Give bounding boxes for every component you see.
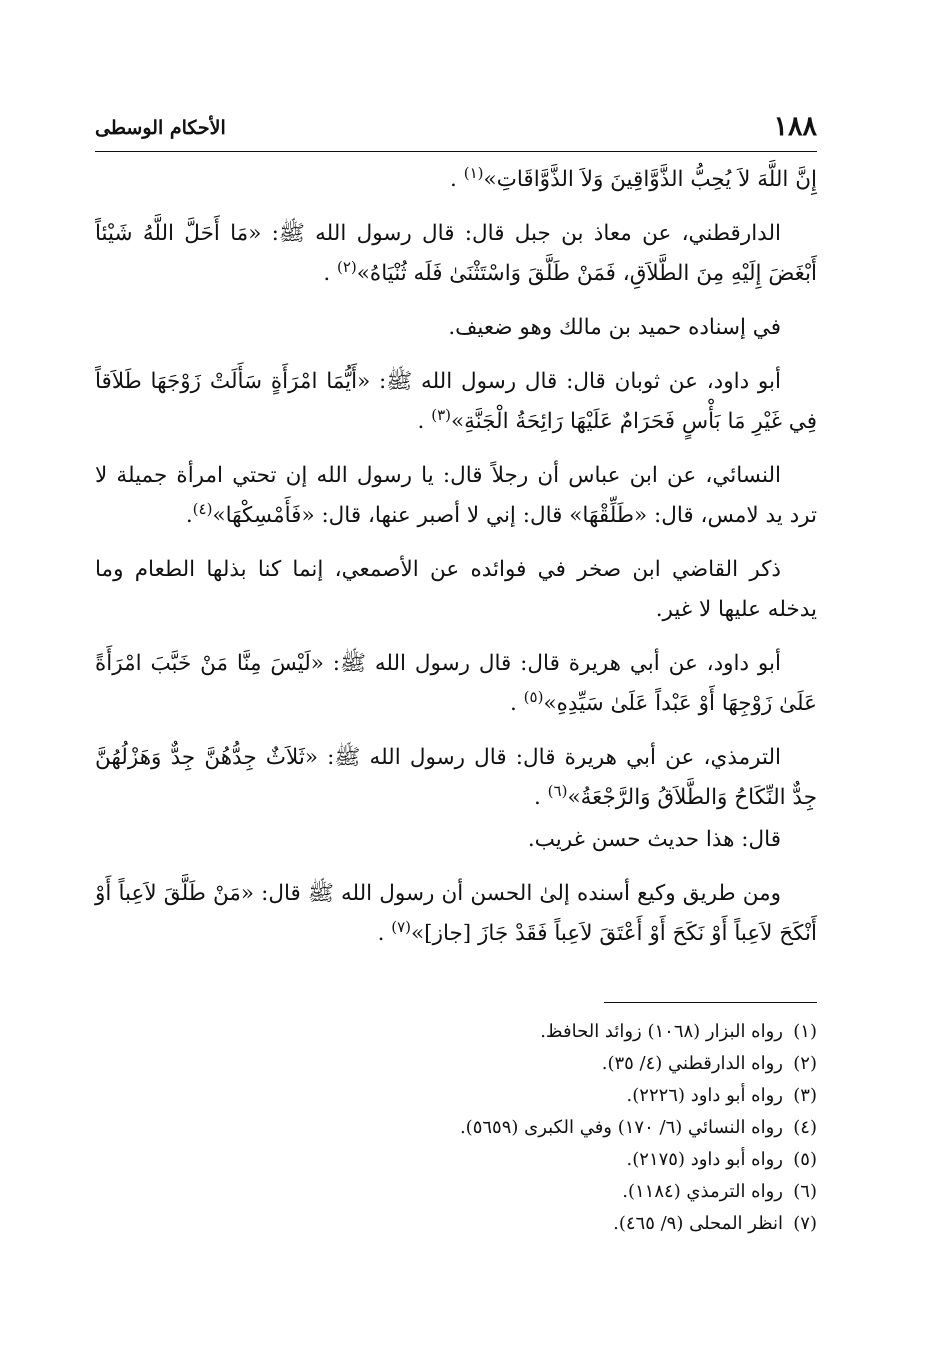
paragraph-text: الترمذي، عن أبي هريرة قال: قال رسول الله ﷺ: «ثَلاَثٌ جِدُّهُنَّ جِدٌّ وَهَزْلُهُنَّ جِدٌّ النِّكَاحُ وَالطَّلاَقُ وَالرَّجْعَةُ» [95,745,817,810]
footnote-text: رواه البزار (١٠٦٨) زوائد الحافظ. [540,1021,783,1042]
footnote-number: (٧) [793,1213,817,1234]
footnote-7 [95,1208,817,1240]
footnote-ref-2[interactable]: (٢) [337,257,357,276]
footnote-ref-1[interactable]: (١) [463,163,484,182]
footnote-number: (١) [793,1021,817,1042]
paragraph-end: . [533,785,548,810]
paragraph-1 [95,160,817,200]
paragraph-5 [95,456,817,536]
footnote-text: رواه النسائي (٦/ ١٧٠) وفي الكبرى (٥٦٥٩). [459,1117,783,1138]
footnote-number: (٣) [793,1085,817,1106]
footnote-ref-4[interactable]: (٤) [192,499,213,518]
footnote-text: رواه الدارقطني (٤/ ٣٥). [601,1053,783,1074]
footnote-5 [95,1144,817,1176]
paragraph-end: . [509,691,524,716]
footnote-rule [604,1002,817,1003]
paragraph-end: . [450,167,464,192]
main-text [95,160,817,968]
footnote-ref-7[interactable]: (٧) [391,917,412,936]
running-title: الأحكام الوسطى [95,117,226,139]
paragraph-2 [95,214,817,294]
paragraph-9 [95,820,817,860]
footnote-ref-6[interactable]: (٦) [547,781,568,800]
paragraph-text: أبو داود، عن ثوبان قال: قال رسول الله ﷺ: «أَيُّمَا امْرَأَةٍ سَأَلَتْ زَوْجَهَا طَلاَقاً فِي غَيْرِ مَا بَأْسٍ فَحَرَامٌ عَلَيْهَا رَائِحَةُ الْجَنَّةِ» [95,369,817,434]
paragraph-6 [95,550,817,630]
footnote-number: (٦) [793,1181,817,1202]
paragraph-end: . [417,409,432,434]
paragraph-8 [95,738,817,818]
paragraph-4 [95,362,817,442]
paragraph-7 [95,644,817,724]
footnote-number: (٤) [793,1117,817,1138]
page-number: ١٨٨ [773,111,817,142]
paragraph-3 [95,308,817,348]
footnote-6 [95,1176,817,1208]
footnote-4 [95,1112,817,1144]
paragraph-end: . [185,503,193,528]
footnote-number: (٢) [793,1053,817,1074]
paragraph-10 [95,874,817,954]
footnote-3 [95,1080,817,1112]
paragraph-text: النسائي، عن ابن عباس أن رجلاً قال: يا رسول الله إن تحتي امرأة جميلة لا ترد يد لامس، قال: «طَلِّقْهَا» قال: إني لا أصبر عنها، قال: «فَأَمْسِكْهَا» [95,463,817,528]
footnotes [95,1016,817,1240]
footnote-ref-5[interactable]: (٥) [523,687,544,706]
paragraph-end: . [377,921,392,946]
footnote-text: رواه الترمذي (١١٨٤). [622,1181,783,1202]
paragraph-text: ذكر القاضي ابن صخر في فوائده عن الأصمعي، إنما كنا بذلها الطعام وما يدخله عليها لا غير. [95,557,817,622]
paragraph-text: في إسناده حميد بن مالك وهو ضعيف. [448,315,781,340]
footnote-text: رواه أبو داود (٢١٧٥). [626,1149,783,1170]
footnote-ref-3[interactable]: (٣) [431,405,451,424]
paragraph-text: الدارقطني، عن معاذ بن جبل قال: قال رسول الله ﷺ: «مَا أَحَلَّ اللَّهُ شَيْئاً أَبْغَضَ إِلَيْهِ مِنَ الطَّلاَقِ، فَمَنْ طَلَّقَ وَاسْتَثْنَىٰ فَلَه ثُنْيَاهُ» [95,221,817,286]
footnote-text: رواه أبو داود (٢٢٢٦). [626,1085,783,1106]
paragraph-text: ومن طريق وكيع أسنده إلىٰ الحسن أن رسول الله ﷺ قال: «مَنْ طَلَّقَ لاَعِباً أَوْ أَنْكَحَ لاَعِباً أَوْ نَكَحَ أَوْ أَعْتَقَ لاَعِباً فَقَدْ جَازَ [جاز]» [95,881,817,946]
footnote-2 [95,1048,817,1080]
paragraph-text: أبو داود، عن أبي هريرة قال: قال رسول الله ﷺ: «لَيْسَ مِنَّا مَنْ خَبَّبَ امْرَأَةً عَلَىٰ زَوْجِهَا أَوْ عَبْداً عَلَىٰ سَيِّدِهِ» [95,651,817,716]
header-rule [95,151,817,152]
footnote-number: (٥) [793,1149,817,1170]
page-header [95,112,817,152]
footnote-text: انظر المحلى (٩/ ٤٦٥). [613,1213,783,1234]
footnote-1 [95,1016,817,1048]
paragraph-end: . [323,261,337,286]
paragraph-text: قال: هذا حديث حسن غريب. [527,827,781,852]
paragraph-text: إِنَّ اللَّهَ لاَ يُحِبُّ الذَّوَّاقِينَ وَلاَ الذَّوَّاقَاتِ» [483,167,817,192]
